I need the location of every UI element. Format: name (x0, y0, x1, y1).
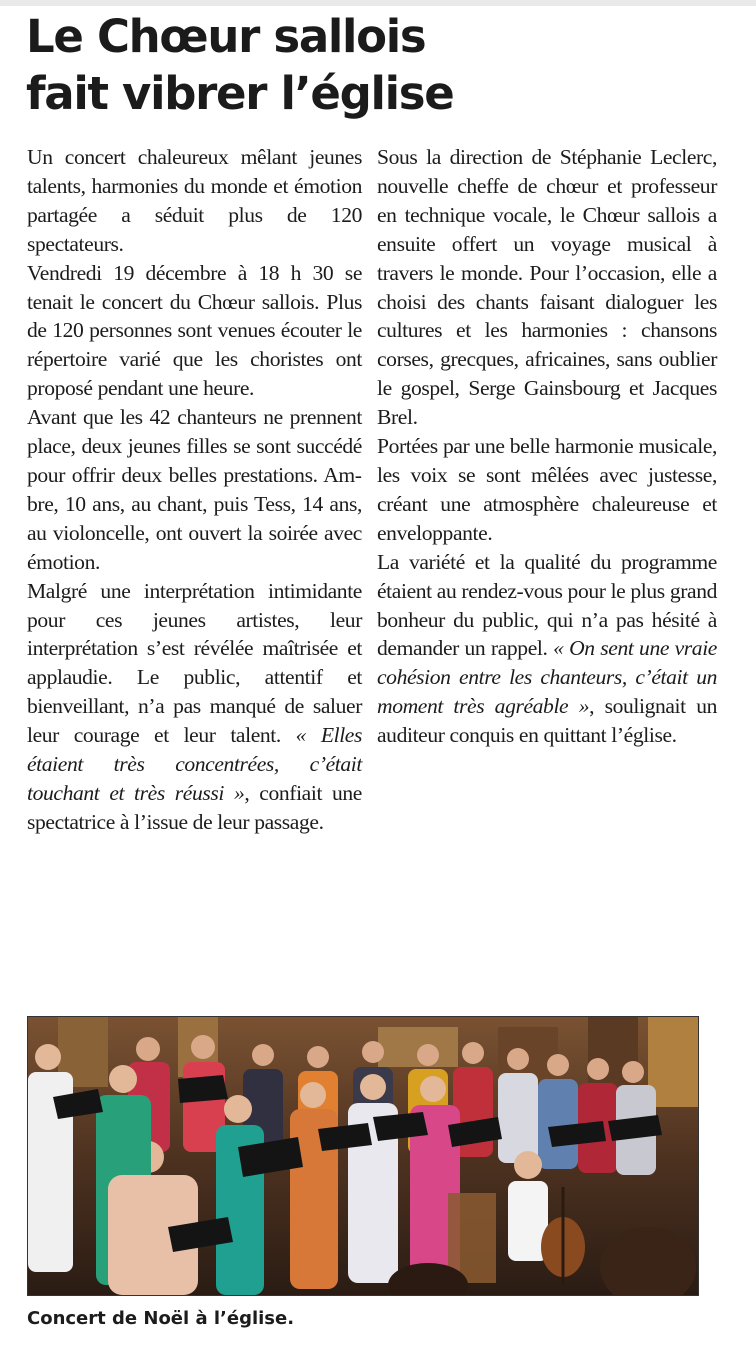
paragraph-text: , soulignait un auditeur conquis en quittant l’église. (377, 694, 717, 748)
article-headline (26, 8, 736, 122)
article-column-left (27, 143, 362, 837)
top-bar (0, 0, 756, 6)
article-paragraph (377, 548, 717, 750)
spectator-quote: « Elles étaient très concentrées, c’était touchant et très réussi » (27, 723, 362, 805)
choir-photo (27, 1016, 699, 1296)
article-paragraph: Sous la direction de Stéphanie Leclerc, nouvelle cheffe de chœur et professeur en technique vocale, le Chœur sallois a ensuite offert un voyage musical à travers le monde. Pour l’occasion, elle a choisi des chants faisant dialoguer les cultures et les harmonies : chansons corses, grecques, africaines, sans oublier le gospel, Serge Gainsbourg et Jacques Brel. (377, 145, 717, 430)
paragraph-text: , confiait une spectatrice à l’issue de leur passage. (27, 780, 362, 834)
photo-caption: Concert de Noël à l’église. (27, 1308, 295, 1329)
article-lead: Un concert chaleureux mêlant jeunes talents, harmonies du monde et émotion partagée a séduit plus de 120 spectateurs. (27, 145, 362, 256)
headline-line-1: Le Chœur sallois (26, 10, 426, 63)
article-column-right (377, 143, 717, 750)
paragraph-text: Malgré une interprétation intimidante pour ces jeunes artistes, leur interprétation s’est révélée maîtrisée et applaudie. Le public, attentif et bienveillant, n’a pas manqué de saluer leur courage et leur talent. (27, 578, 362, 748)
paragraph-text: La variété et la qualité du programme étaient au rendez-vous pour le plus grand bonheur du public, qui n’a pas hésité à demander un rappel. (377, 549, 717, 661)
article-paragraph: Avant que les 42 chanteurs ne prennent place, deux jeunes filles se sont succédé pour offrir deux belles prestations. Ambre, 10 ans, au chant, puis Tess, 14 ans, au violoncelle, ont ouvert la soirée avec émotion. (27, 405, 362, 574)
article-paragraph: Portées par une belle harmonie musicale, les voix se sont mêlées avec justesse, créant une atmosphère chaleureuse et enveloppante. (377, 434, 717, 545)
headline-line-2: fait vibrer l’église (26, 67, 454, 120)
choir-photo-illustration (28, 1017, 698, 1295)
article-paragraph: Vendredi 19 décembre à 18 h 30 se tenait le concert du Chœur sallois. Plus de 120 personnes sont venues écouter le répertoire varié que les choristes ont proposé pendant une heure. (27, 260, 362, 401)
article-paragraph (27, 577, 362, 837)
listener-quote: « On sent une vraie cohésion entre les chanteurs, c’était un moment très agréable » (377, 636, 717, 719)
